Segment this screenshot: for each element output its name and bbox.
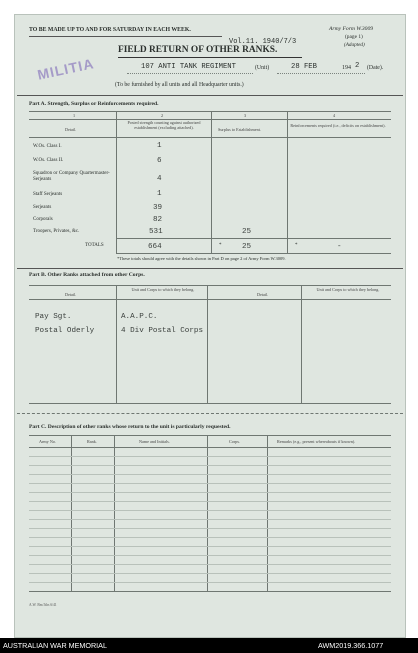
row-detail-wo1: W.Os. Class I.: [33, 144, 62, 149]
part-b-row2-unit: 4 Div Postal Corps: [121, 327, 204, 335]
part-c-header-rule: [29, 447, 391, 448]
date-value: 28 FEB: [291, 63, 317, 71]
part-c-ruled-line: [29, 465, 391, 466]
part-c-ruled-line: [29, 492, 391, 493]
row-posted-cqms: 4: [157, 175, 162, 183]
part-c-col-name: Name and Initials.: [139, 439, 170, 444]
col-number-4: 4: [333, 113, 336, 118]
part-b-col-detail-1: Detail.: [65, 292, 77, 297]
archive-footer: [0, 638, 418, 653]
part-a-end-rule: [17, 268, 403, 269]
row-detail-cqms: Squadron or Company Quartermaster-Serjeants: [33, 171, 110, 182]
part-c-ruled-line: [29, 564, 391, 565]
date-dotted-line: [277, 73, 365, 74]
row-posted-staff-sjt: 1: [157, 190, 162, 198]
part-c-ruled-line: [29, 582, 391, 583]
year-prefix: 194: [342, 65, 351, 71]
col-number-1: 1: [73, 113, 76, 118]
totals-surplus-asterisk: *: [219, 243, 222, 248]
part-c-col-army-no: Army No.: [39, 439, 56, 444]
part-a-heading: Part A. Strength, Surplus or Reinforcements required.: [29, 101, 159, 107]
footer-accession-number: AWM2019.366.1077: [318, 641, 384, 650]
col-header-reinforcements: Reinforcements required (i.e., deficits on establishment).: [290, 123, 386, 128]
fold-rule: [17, 413, 403, 414]
part-c-ruled-line: [29, 519, 391, 520]
part-b-col-line-2: [207, 285, 208, 403]
year-suffix: 2: [355, 62, 360, 70]
col-number-rule: [29, 119, 391, 120]
part-a-top-rule: [29, 111, 391, 112]
part-a-col-line-2: [211, 111, 212, 253]
part-b-top-rule: [29, 285, 391, 286]
part-b-col-unit-2: Unit and Corps to which they belong.: [316, 287, 380, 292]
part-a-col-line-1: [116, 111, 117, 253]
part-c-ruled-line: [29, 474, 391, 475]
adapted-label: (Adapted): [344, 42, 365, 48]
totals-label: TOTALS: [85, 243, 104, 248]
date-label: (Date).: [367, 65, 384, 71]
col-header-surplus: Surplus to Establishment.: [218, 127, 261, 132]
totals-posted: 664: [148, 243, 162, 251]
row-posted-troopers: 531: [149, 228, 163, 236]
form-sheet: [14, 14, 406, 638]
part-b-col-line-3: [301, 285, 302, 403]
part-c-col-remarks: Remarks (e.g., present whereabouts if known).: [277, 439, 356, 444]
row-posted-corporals: 82: [153, 216, 163, 224]
part-c-ruled-line: [29, 573, 391, 574]
row-detail-corporals: Corporals: [33, 217, 53, 222]
row-detail-staff-sjt: Staff Serjeants: [33, 192, 63, 197]
volume-reference: Vol.11. 1940/7/3: [229, 38, 297, 46]
col-number-3: 3: [244, 113, 247, 118]
part-c-ruled-line: [29, 528, 391, 529]
row-surplus-troopers: 25: [242, 228, 252, 236]
part-a-footnote: *These totals should agree with the details shown in Part D on page 2 of Army Form W.3009.: [117, 256, 286, 261]
unit-value: 107 ANTI TANK REGIMENT: [141, 63, 236, 71]
part-c-ruled-line: [29, 555, 391, 556]
part-b-header-rule: [29, 299, 391, 300]
title-underline: [118, 57, 302, 58]
part-c-col-line-1: [71, 435, 72, 591]
printer-code: A.W. Bm 5ths 6/41: [29, 603, 57, 607]
totals-surplus: 25: [242, 243, 252, 251]
form-reference: Army Form W.3009: [329, 26, 374, 32]
part-c-ruled-line: [29, 501, 391, 502]
row-detail-troopers: Troopers, Privates, &c.: [33, 229, 80, 234]
row-posted-wo2: 6: [157, 157, 162, 165]
part-b-bottom-rule: [29, 403, 391, 404]
part-c-bottom-rule: [29, 591, 391, 592]
part-c-ruled-line: [29, 546, 391, 547]
top-notice: TO BE MADE UP TO AND FOR SATURDAY IN EACH WEEK.: [29, 27, 191, 33]
part-b-col-line-1: [116, 285, 117, 403]
totals-top-rule: [116, 238, 391, 239]
part-c-col-corps: Corps.: [229, 439, 241, 444]
totals-reinf-asterisk: *: [295, 243, 298, 248]
part-b-col-unit-1: Unit and Corps to which they belong.: [131, 287, 195, 292]
totals-bottom-rule: [116, 253, 391, 254]
footer-institution: AUSTRALIAN WAR MEMORIAL: [3, 641, 107, 650]
part-b-row1-unit: A.A.P.C.: [121, 313, 158, 321]
part-b-heading: Part B. Other Ranks attached from other Corps.: [29, 272, 145, 278]
part-c-ruled-line: [29, 456, 391, 457]
part-c-col-rank: Rank.: [87, 439, 97, 444]
part-b-col-detail-2: Detail.: [257, 292, 269, 297]
part-a-header-rule: [29, 137, 391, 138]
part-c-ruled-line: [29, 537, 391, 538]
row-posted-wo1: 1: [157, 142, 162, 150]
militia-stamp: MILITIA: [35, 55, 96, 83]
unit-label: (Unit): [255, 65, 270, 71]
part-c-col-line-3: [207, 435, 208, 591]
part-c-heading: Part C. Description of other ranks whose return to the unit is particularly requested.: [29, 424, 231, 430]
row-detail-serjeants: Serjeants: [33, 205, 52, 210]
row-detail-wo2: W.Os. Class II.: [33, 158, 64, 163]
part-c-ruled-line: [29, 483, 391, 484]
part-b-row2-detail: Postal Oderly: [35, 327, 95, 335]
part-c-col-line-4: [267, 435, 268, 591]
totals-reinforcements: -: [337, 243, 342, 251]
part-b-row1-detail: Pay Sgt.: [35, 313, 72, 321]
page-subtitle: (To be furnished by all units and all Headquarter units.): [115, 82, 244, 88]
col-header-posted: Posted strength counting against authorized establishment (excluding attached).: [127, 120, 201, 130]
row-posted-serjeants: 39: [153, 204, 163, 212]
part-c-col-line-2: [114, 435, 115, 591]
page-title: FIELD RETURN OF OTHER RANKS.: [118, 45, 278, 55]
col-header-detail: Detail.: [65, 127, 77, 132]
part-c-ruled-line: [29, 510, 391, 511]
part-a-col-line-3: [287, 111, 288, 253]
unit-dotted-line: [127, 73, 253, 74]
page-reference: (page 1): [345, 34, 363, 40]
part-c-top-rule: [29, 435, 391, 436]
header-rule: [17, 95, 403, 96]
top-notice-underline: [29, 36, 222, 37]
col-number-2: 2: [161, 113, 164, 118]
